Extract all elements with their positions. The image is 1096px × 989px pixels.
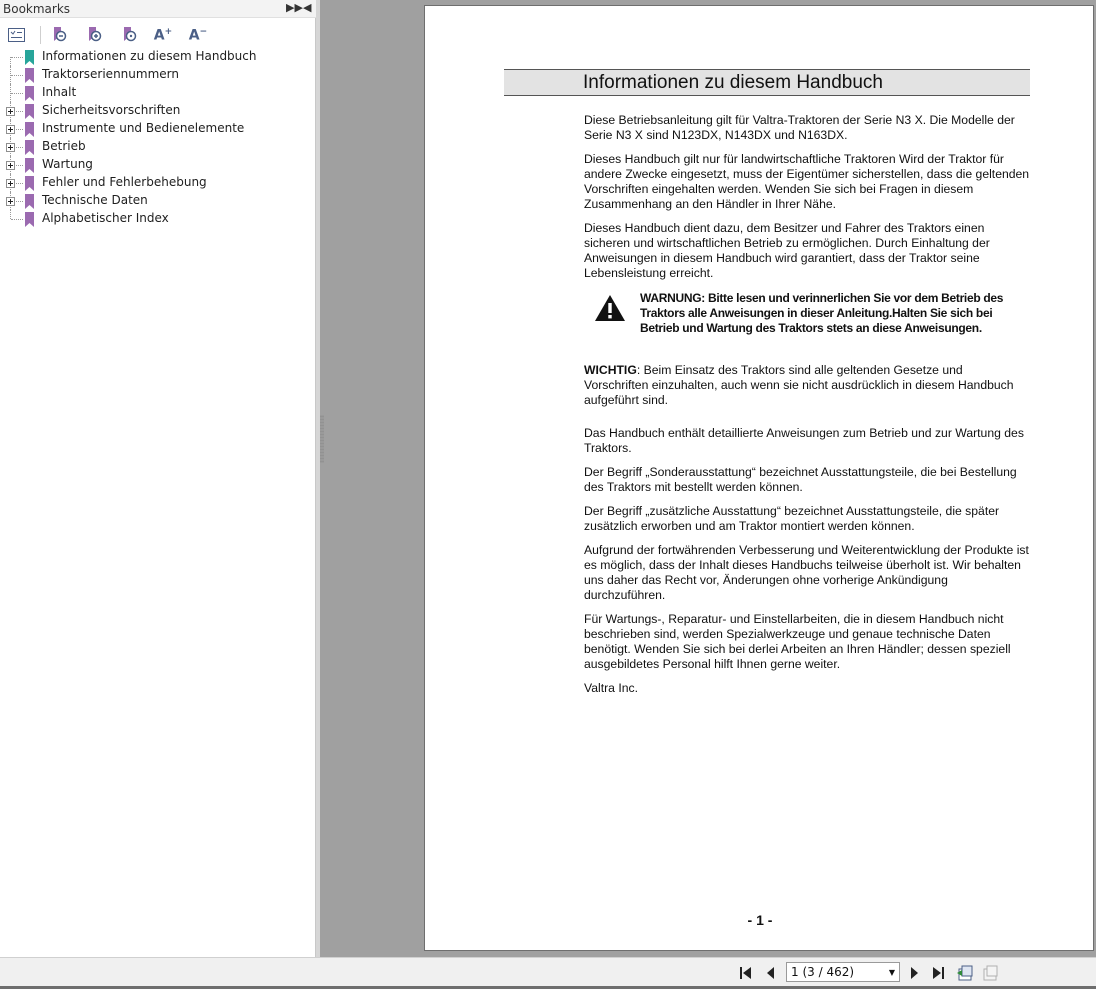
bookmark-flag-icon xyxy=(25,158,34,173)
important-label: WICHTIG xyxy=(584,363,637,377)
paragraph: Für Wartungs-, Reparatur- und Einstellarbeiten, die in diesem Handbuch nicht beschrieben sind, werden Spezialwerkzeuge und genaue technische Daten benötigt. Wenden Sie sich bei derlei Arbeiten an Ihren Händler; dessen speziell ausgebildetes Personal hilft Ihnen gerne weiter. xyxy=(584,612,1011,671)
first-page-icon[interactable] xyxy=(738,965,754,981)
bookmark-tree xyxy=(0,48,316,228)
delete-bookmark-icon[interactable] xyxy=(48,24,70,46)
bookmarks-panel-header xyxy=(0,0,316,18)
panel-splitter[interactable] xyxy=(316,0,320,957)
page-body xyxy=(584,113,1030,705)
bookmark-flag-icon xyxy=(25,86,34,101)
page-number: - 1 - xyxy=(747,912,773,928)
expand-icon[interactable] xyxy=(6,125,15,134)
bookmark-item-informationen[interactable]: Informationen zu diesem Handbuch xyxy=(0,48,316,66)
bookmark-flag-icon xyxy=(25,212,34,227)
bookmark-item-technische-daten[interactable]: Technische Daten xyxy=(0,192,316,210)
bookmark-item-wartung[interactable]: Wartung xyxy=(0,156,316,174)
decrease-font-icon[interactable]: A− xyxy=(188,26,208,44)
signature: Valtra Inc. xyxy=(584,681,638,695)
collapse-panel-icon[interactable]: ◀ xyxy=(303,1,312,14)
page-title: Informationen zu diesem Handbuch xyxy=(583,72,883,93)
navigation-bar xyxy=(0,957,1096,989)
bookmark-flag-icon xyxy=(25,50,34,65)
previous-page-icon[interactable] xyxy=(763,965,779,981)
page-number-value: 1 (3 / 462) xyxy=(791,965,855,979)
bookmark-item-instrumente[interactable]: Instrumente und Bedienelemente xyxy=(0,120,316,138)
paragraph: Dieses Handbuch dient dazu, dem Besitzer und Fahrer des Traktors einen sicheren und wirtschaftlichen Betrieb zu ermöglichen. Durch Einhaltung der Anweisungen in diesem Handbuch wird garantiert, dass der Traktor seine Lebensleistung erreicht. xyxy=(584,221,990,280)
bookmark-flag-icon xyxy=(25,104,34,119)
bookmarks-toolbar xyxy=(0,22,316,48)
bookmark-flag-icon xyxy=(25,140,34,155)
bookmark-flag-icon xyxy=(25,68,34,83)
document-page xyxy=(424,5,1094,951)
bookmark-item-inhalt[interactable]: Inhalt xyxy=(0,84,316,102)
bookmark-item-index[interactable]: Alphabetischer Index xyxy=(0,210,316,228)
bookmark-flag-icon xyxy=(25,176,34,191)
increase-font-icon[interactable]: A+ xyxy=(153,26,173,44)
paragraph: Das Handbuch enthält detaillierte Anweisungen zum Betrieb und zur Wartung des Traktors. xyxy=(584,426,1024,455)
bookmark-item-traktorseriennummern[interactable]: Traktorseriennummern xyxy=(0,66,316,84)
expand-icon[interactable] xyxy=(6,179,15,188)
previous-view-icon[interactable] xyxy=(956,964,974,982)
warning-box xyxy=(584,291,1030,351)
find-bookmark-icon[interactable] xyxy=(118,24,140,46)
expand-icon[interactable] xyxy=(6,161,15,170)
chevron-down-icon: ▼ xyxy=(888,968,895,977)
bookmark-item-fehler[interactable]: Fehler und Fehlerbehebung xyxy=(0,174,316,192)
page-heading-bar xyxy=(504,69,1030,96)
bookmark-flag-icon xyxy=(25,194,34,209)
page-number-select[interactable] xyxy=(786,962,900,982)
important-note xyxy=(584,363,1030,408)
bookmarks-panel-title: Bookmarks xyxy=(3,2,71,16)
bookmark-item-sicherheitsvorschriften[interactable]: Sicherheitsvorschriften xyxy=(0,102,316,120)
last-page-icon[interactable] xyxy=(930,965,946,981)
important-text: : Beim Einsatz des Traktors sind alle geltenden Gesetze und Vorschriften einzuhalten, auch wenn sie nicht ausdrücklich in diesem Handbuch aufgeführt sind. xyxy=(584,363,1014,407)
bookmark-flag-icon xyxy=(25,122,34,137)
expand-icon[interactable] xyxy=(6,107,15,116)
paragraph: Der Begriff „zusätzliche Ausstattung“ bezeichnet Ausstattungsteile, die später zusätzlich erworben und am Traktor montiert werden können. xyxy=(584,504,1000,533)
bookmark-options-icon[interactable] xyxy=(5,24,27,46)
expand-panel-icon[interactable]: ▶▶ xyxy=(286,1,303,14)
next-view-icon[interactable] xyxy=(981,964,999,982)
paragraph: Aufgrund der fortwährenden Verbesserung und Weiterentwicklung der Produkte ist es möglich, dass der Inhalt dieses Handbuchs teilweise überholt ist. Wir behalten uns daher das Recht vor, Änderungen ohne vorherige Ankündigung durchzuführen. xyxy=(584,543,1029,602)
warning-triangle-icon xyxy=(594,294,626,322)
paragraph: Dieses Handbuch gilt nur für landwirtschaftliche Traktoren Wird der Traktor für andere Zwecke eingesetzt, muss der Eigentümer sicherstellen, dass die geltenden Vorschriften eingehalten werden. Wenden Sie sich bei Fragen in diesem Zusammenhang an den Händler in Ihrer Nähe. xyxy=(584,152,1030,211)
paragraph: Diese Betriebsanleitung gilt für Valtra-Traktoren der Serie N3 X. Die Modelle der Serie N3 X sind N123DX, N143DX und N163DX. xyxy=(584,113,1015,142)
splitter-grip-icon[interactable] xyxy=(320,415,324,463)
expand-icon[interactable] xyxy=(6,197,15,206)
paragraph: Der Begriff „Sonderausstattung“ bezeichnet Ausstattungsteile, die bei Bestellung des Traktors mit bestellt werden können. xyxy=(584,465,1017,494)
add-bookmark-icon[interactable] xyxy=(83,24,105,46)
expand-icon[interactable] xyxy=(6,143,15,152)
next-page-icon[interactable] xyxy=(906,965,922,981)
bookmark-item-betrieb[interactable]: Betrieb xyxy=(0,138,316,156)
warning-text: WARNUNG: Bitte lesen und verinnerlichen Sie vor dem Betrieb des Traktors alle Anweisungen in dieser Anleitung.Halten Sie sich bei Betrieb und Wartung des Traktors stets an diese Anweisungen. xyxy=(640,291,1004,335)
bookmarks-panel xyxy=(0,0,316,957)
